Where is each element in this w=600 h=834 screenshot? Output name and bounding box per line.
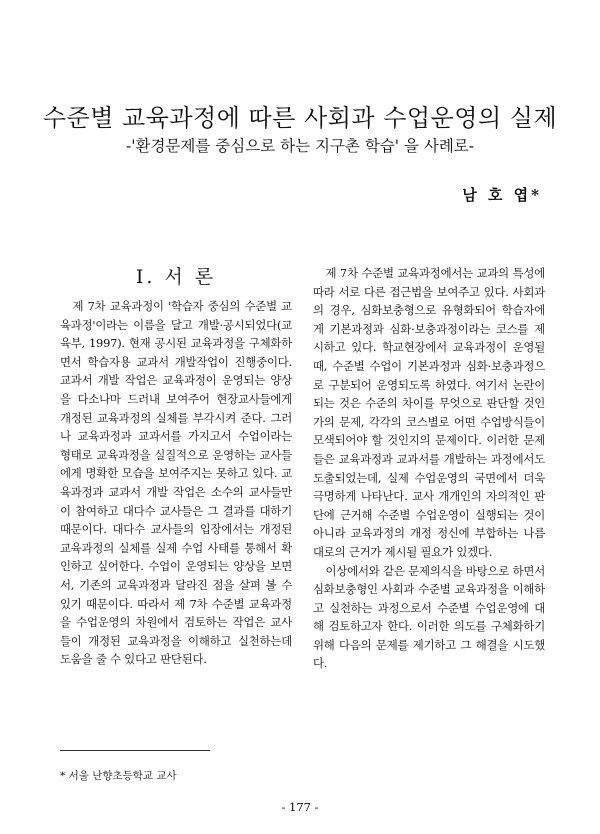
author-name: 남 호 엽* <box>462 186 542 204</box>
left-column <box>60 297 292 669</box>
paper-subtitle: -'환경문제를 중심으로 하는 지구촌 학습' 을 사례로- <box>125 137 475 155</box>
right-paragraph-2: 이상에서와 같은 문제의식을 바탕으로 하면서 심화보충형인 사회과 수준별 교육과정을 이해하고 실천하는 과정으로서 수준별 수업운영에 대해 검토하고자 한다. 이러한 의도를 구체화하기 위해 다음의 문제를 제기하고 그 해결을 시도했다. <box>313 563 545 671</box>
paper-title: 수준별 교육과정에 따른 사회과 수업운영의 실제 <box>42 104 558 132</box>
footnote-divider <box>60 750 210 751</box>
right-paragraph-1: 제 7차 수준별 교육과정에서는 교과의 특성에 따라 서로 다른 접근법을 보여주고 있다. 사회과의 경우, 심화보충형으로 유형화되어 학습자에게 기본과정과 심화·보충과정이라는 코스를 제시하고 있다. 학교현장에서 교육과정이 운영될 때, 수준별 수업이 기본과정과 심화·보충과정으로 구분되어 운영되도록 하였다. 여기서 논란이 되는 것은 수준의 차이를 무엇으로 판단할 것인가의 문제, 각각의 코스별로 어떤 수업방식들이 모색되어야 할 것인지의 문제이다. 이러한 문제들은 교육과정과 교과서를 개발하는 과정에서도 도출되었는데, 실제 수업운영의 국면에서 더욱 극명하게 나타난다. 교사 개개인의 자의적인 판단에 근거해 수준별 수업운영이 실행되는 것이 아니라 교육과정의 개정 정신에 부합하는 나름대로의 근거가 제시될 필요가 있겠다. <box>313 266 545 559</box>
left-paragraph-1: 제 7차 교육과정이 '학습자 중심의 수준별 교육과정'이라는 이름을 달고 개발·공시되었다(교육부, 1997). 현재 공시된 교육과정을 구체화하면서 학습자용 교과서 개발작업이 진행중이다. 교과서 개발 작업은 교육과정이 운영되는 양상을 다소나마 드러내 보여주어 현장교사들에게 개정된 교육과정의 실체를 부각시켜 준다. 그러나 교육과정과 교과서를 가지고서 수업이라는 형태로 교육과정을 실질적으로 운영하는 교사들에게 명확한 모습을 보여주지는 못하고 있다. 교육과정과 교과서 개발 작업은 소수의 교사들만이 참여하고 대다수 교사들은 그 결과를 대하기 때문이다. 대다수 교사들의 입장에서는 개정된 교육과정의 실체를 실제 수업 사태를 통해서 확인하고 싶어한다. 수업이 운영되는 양상을 보면서, 기존의 교육과정과 달라진 점을 살펴 볼 수 있기 때문이다. 따라서 제 7차 수준별 교육과정을 수업운영의 차원에서 검토하는 작업은 교사들이 개정된 교육과정을 이해하고 실천하는데 도움을 줄 수 있다고 판단된다. <box>60 299 292 667</box>
footnote: * 서울 난향초등학교 교사 <box>60 770 177 782</box>
right-column <box>313 264 545 673</box>
section-heading-introduction: I. 서 론 <box>135 266 217 288</box>
page-number: - 177 - <box>281 800 319 814</box>
